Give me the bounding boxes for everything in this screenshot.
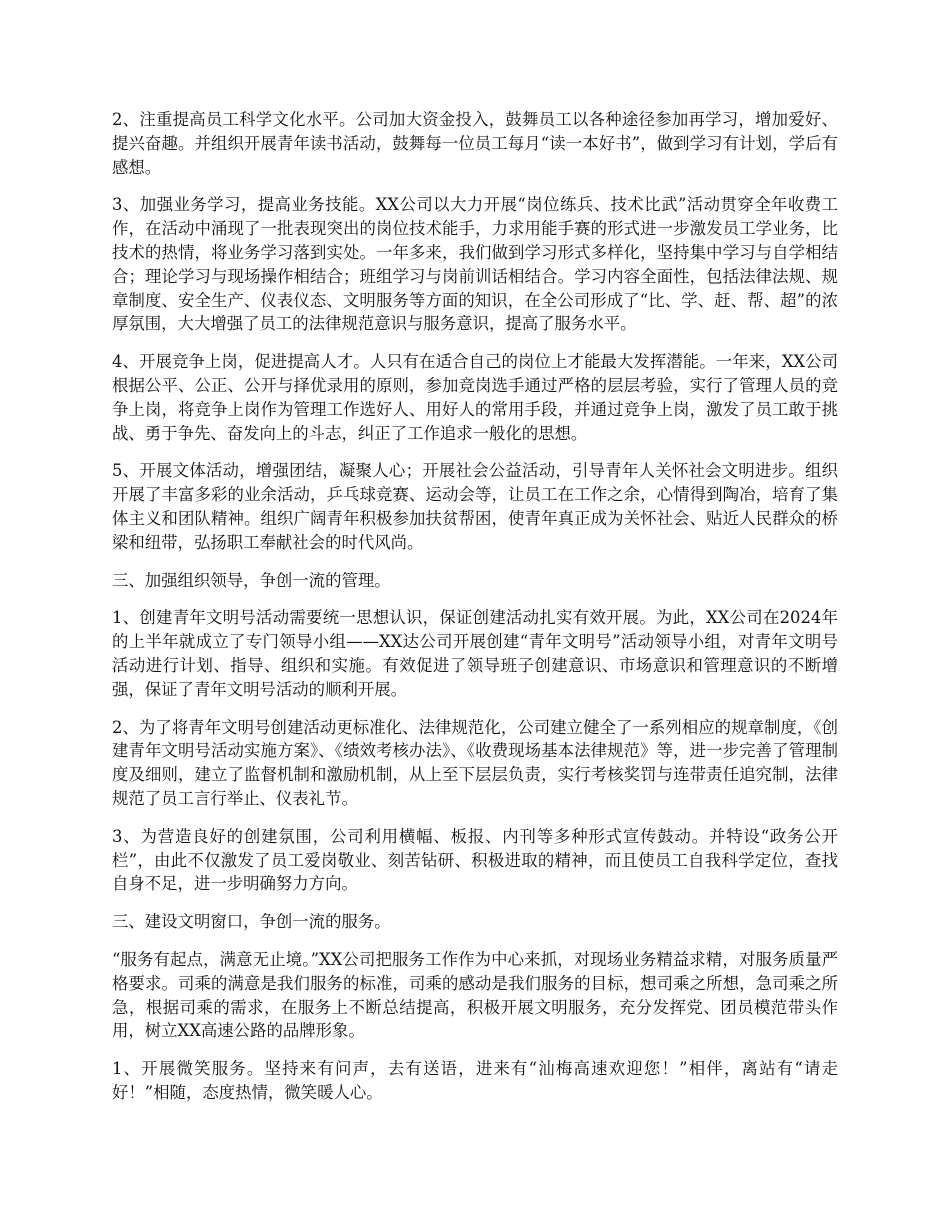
paragraph-1: 2、注重提高员工科学文化水平。公司加大资金投入，鼓舞员工以各种途径参加再学习，增加爱好、提兴奋趣。并组织开展青年读书活动，鼓舞每一位员工每月“读一本好书”，做到学习有计划，学后有感想。	[112, 110, 838, 177]
paragraph-8: “服务有起点，满意无止境。”XX公司把服务工作作为中心来抓，对现场业务精益求精，对服务质量严格要求。司乘的满意是我们服务的标准，司乘的感动是我们服务的目标，想司乘之所想，急司乘之所急，根据司乘的需求，在服务上不断总结提高，积极开展文明服务，充分发挥党、团员模范带头作用，树立XX高速公路的品牌形象。	[112, 949, 838, 1041]
paragraph-5: 1、创建青年文明号活动需要统一思想认识，保证创建活动扎实有效开展。为此，XX公司在2024年的上半年就成立了专门领导小组——XX达公司开展创建“青年文明号”活动领导小组，对青年文明号活动进行计划、指导、组织和实施。有效促进了领导班子创建意识、市场意识和管理意识的不断增强，保证了青年文明号活动的顺利开展。	[112, 608, 838, 699]
paragraph-9: 1、开展微笑服务。坚持来有问声，去有送语，进来有“汕梅高速欢迎您！”相伴，离站有“请走好！”相随，态度热情，微笑暖人心。	[112, 1059, 838, 1102]
paragraph-3: 4、开展竞争上岗，促进提高人才。人只有在适合自己的岗位上才能最大发挥潜能。一年来，XX公司根据公平、公正、公开与择优录用的原则，参加竞岗选手通过严格的层层考验，实行了管理人员的竞争上岗，将竞争上岗作为管理工作选好人、用好人的常用手段，并通过竞争上岗，激发了员工敢于挑战、勇于争先、奋发向上的斗志，纠正了工作追求一般化的思想。	[112, 352, 838, 443]
paragraph-6: 2、为了将青年文明号创建活动更标准化、法律规范化，公司建立健全了一系列相应的规章制度，《创建青年文明号活动实施方案》、《绩效考核办法》、《收费现场基本法律规范》等，进一步完善了管理制度及细则，建立了监督机制和激励机制，从上至下层层负责，实行考核奖罚与连带责任追究制，法律规范了员工言行举止、仪表礼节。	[112, 717, 838, 808]
section-heading-management: 三、加强组织领导，争创一流的管理。	[112, 570, 391, 590]
paragraph-2: 3、加强业务学习，提高业务技能。XX公司以大力开展“岗位练兵、技术比武”活动贯穿全年收费工作，在活动中涌现了一批表现突出的岗位技术能手，力求用能手赛的形式进一步激发员工学业务，比技术的热情，将业务学习落到实处。一年多来，我们做到学习形式多样化，坚持集中学习与自学相结合；理论学习与现场操作相结合；班组学习与岗前训话相结合。学习内容全面性，包括法律法规、规章制度、安全生产、仪表仪态、文明服务等方面的知识，在全公司形成了“比、学、赶、帮、超”的浓厚氛围，大大增强了员工的法律规范意识与服务意识，提高了服务水平。	[112, 195, 838, 334]
paragraph-4: 5、开展文体活动，增强团结，凝聚人心；开展社会公益活动，引导青年人关怀社会文明进步。组织开展了丰富多彩的业余活动，乒乓球竞赛、运动会等，让员工在工作之余，心情得到陶冶，培育了集体主义和团队精神。组织广阔青年积极参加扶贫帮困，使青年真正成为关怀社会、贴近人民群众的桥梁和纽带，弘扬职工奉献社会的时代风尚。	[112, 461, 838, 552]
section-heading-service: 三、建设文明窗口，争创一流的服务。	[112, 912, 391, 932]
paragraph-7: 3、为营造良好的创建氛围，公司利用横幅、板报、内刊等多种形式宣传鼓动。并特设“政务公开栏”，由此不仅激发了员工爱岗敬业、刻苦钻研、积极进取的精神，而且使员工自我科学定位，查找自身不足，进一步明确努力方向。	[112, 826, 838, 894]
